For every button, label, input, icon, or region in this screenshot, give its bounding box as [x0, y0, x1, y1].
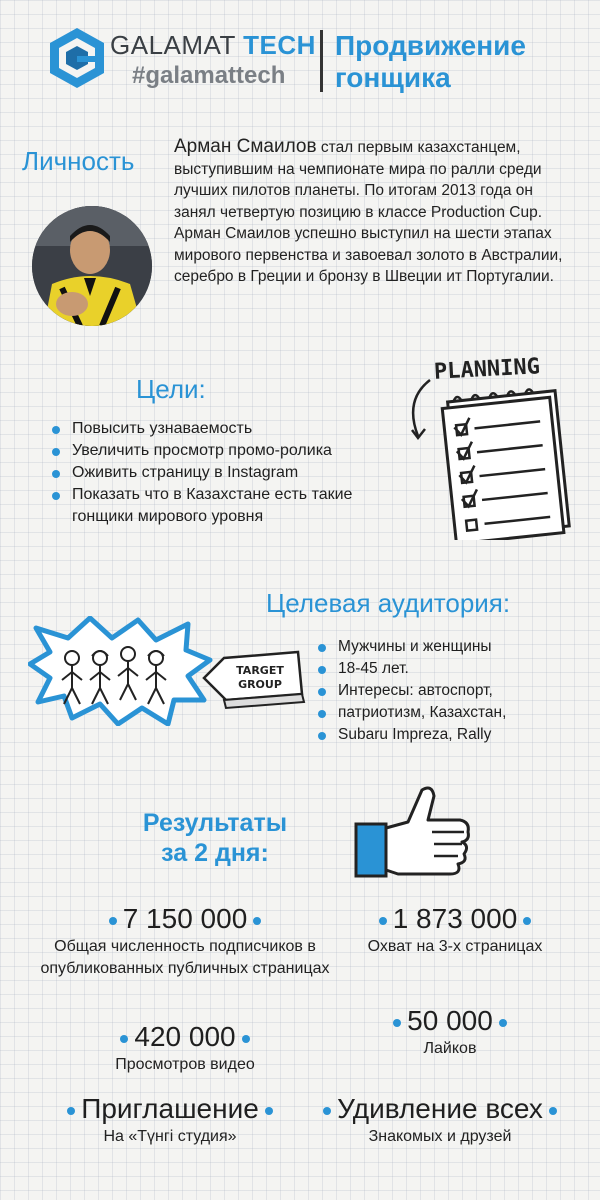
bio-text: стал первым казахстанцем, выступившим на чемпионате мира по ралли среди лучших пилотов планеты. По итогам 2013 года он занял четвертую позицию в классе Production Cup. Арман Смаилов успешно выступил на шести этапах мирового первенства и завоевал золото в Австралии, серебро в Греции и бронзу в Швеции ит Португалии. [174, 139, 563, 285]
stat-reach [330, 902, 580, 958]
target-group-icon [28, 616, 318, 726]
stat-value: 420 000 [134, 1021, 236, 1052]
bullet-dot-icon [242, 1035, 250, 1043]
list-item: Увеличить просмотр промо-ролика [52, 440, 402, 462]
stat-caption: Просмотров видео [115, 1056, 255, 1073]
stat-caption: Знакомых и друзей [368, 1128, 512, 1145]
stat-value: Приглашение [81, 1093, 259, 1124]
stat-subscribers [40, 902, 330, 980]
brand-name [110, 30, 316, 61]
racer-avatar-icon [32, 206, 152, 326]
racer-name: Арман Смаилов [174, 136, 317, 157]
list-item: Мужчины и женщины [318, 636, 588, 658]
audience-heading: Целевая аудитория: [266, 588, 511, 618]
results-heading-line2: за 2 дня: [161, 839, 269, 867]
galamat-logo-icon [48, 26, 106, 90]
bullet-dot-icon [323, 1107, 331, 1115]
stat-likes [350, 1004, 550, 1060]
bullet-dot-icon [393, 1019, 401, 1027]
list-item: патриотизм, Казахстан, [318, 702, 588, 724]
header-divider [320, 30, 323, 92]
goals-heading: Цели: [136, 374, 206, 404]
bullet-dot-icon [265, 1107, 273, 1115]
goals-list [52, 418, 402, 528]
bullet-dot-icon [379, 917, 387, 925]
planning-label: PLANNING [433, 354, 541, 385]
sign-line2: GROUP [238, 678, 282, 691]
results-heading-line1: Результаты [142, 809, 288, 837]
planning-notebook-icon [398, 350, 578, 540]
stat-value: 1 873 000 [392, 903, 518, 934]
list-item: Интересы: автоспорт, [318, 680, 588, 702]
sign-line1: TARGET [236, 664, 284, 677]
stat-caption: Общая численность подписчиков в опубликованных публичных страницах [40, 938, 330, 977]
brand-accent: TECH [243, 30, 316, 60]
list-item: Subaru Impreza, Rally [318, 724, 588, 746]
hashtag: #galamattech [132, 62, 286, 89]
list-item: Оживить страницу в Instagram [52, 462, 402, 484]
bullet-dot-icon [549, 1107, 557, 1115]
stat-caption: На «Түнгі студия» [103, 1128, 237, 1145]
stat-views [60, 1020, 310, 1076]
racer-photo [32, 206, 152, 326]
list-item: Показать что в Казахстане есть такие гонщики мирового уровня [52, 484, 402, 528]
page-title: Продвижение гонщика [335, 30, 526, 93]
results-heading [130, 808, 300, 868]
audience-list [318, 636, 588, 746]
bullet-dot-icon [523, 917, 531, 925]
personality-heading: Личность [22, 146, 135, 176]
list-item: Повысить узнаваемость [52, 418, 402, 440]
stat-value: 7 150 000 [122, 903, 248, 934]
bullet-dot-icon [499, 1019, 507, 1027]
stat-surprise [300, 1092, 580, 1148]
stat-invite [30, 1092, 310, 1148]
stat-value: Удивление всех [337, 1093, 543, 1124]
personality-bio [174, 136, 574, 288]
stat-caption: Лайков [423, 1040, 477, 1057]
list-item: 18-45 лет. [318, 658, 588, 680]
bullet-dot-icon [120, 1035, 128, 1043]
thumbs-up-icon [348, 782, 478, 882]
bullet-dot-icon [253, 917, 261, 925]
stat-caption: Охват на 3-х страницах [367, 938, 543, 955]
stat-value: 50 000 [407, 1005, 493, 1036]
brand-main: GALAMAT [110, 30, 236, 60]
bullet-dot-icon [67, 1107, 75, 1115]
bullet-dot-icon [109, 917, 117, 925]
